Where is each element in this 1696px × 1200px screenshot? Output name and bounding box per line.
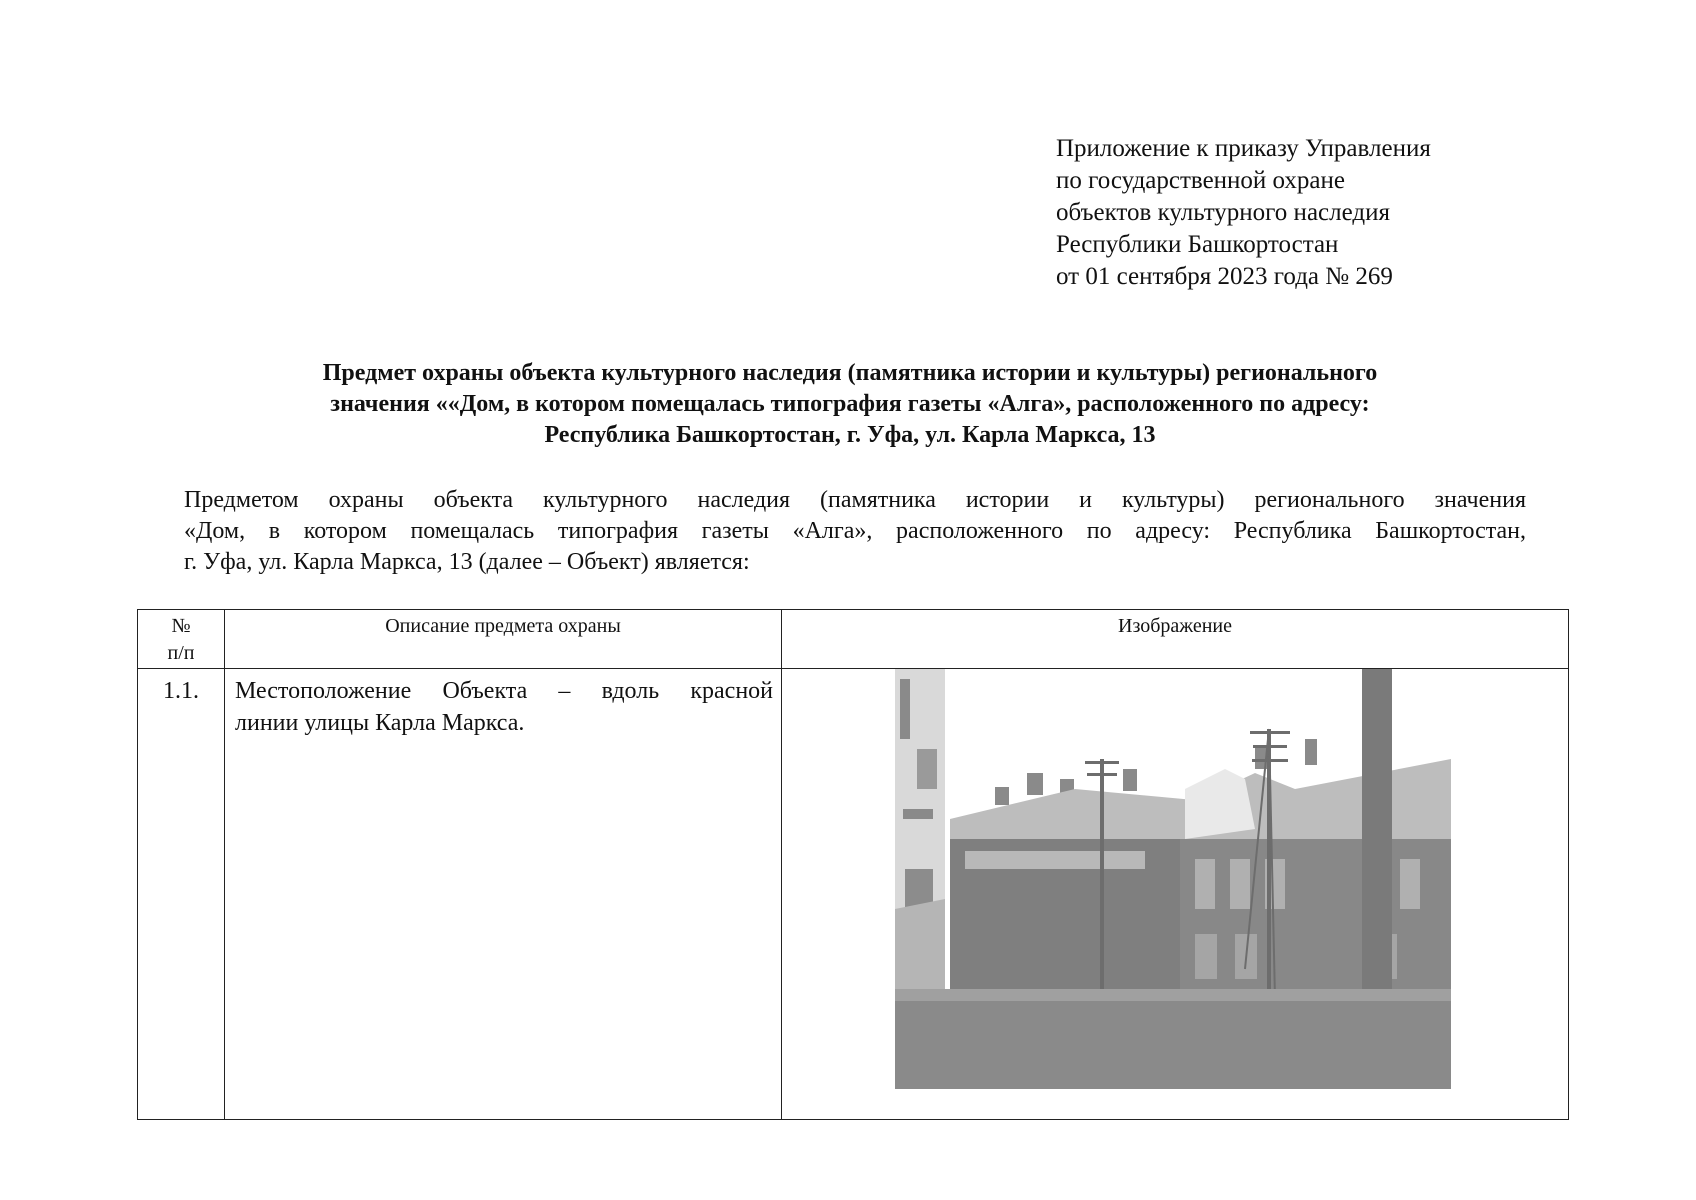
header-number-line2: п/п (167, 642, 195, 664)
historic-photo (895, 669, 1451, 1089)
intro-line: г. Уфа, ул. Карла Маркса, 13 (далее – Объект) является: (184, 549, 750, 575)
intro-paragraph (184, 485, 1526, 578)
header-image: Изображение (782, 610, 1569, 669)
description-line: линии улицы Карла Маркса. (235, 710, 525, 736)
protection-table (137, 609, 1569, 1120)
table-row (138, 669, 1569, 1120)
appendix-line: от 01 сентября 2023 года № 269 (1056, 263, 1393, 290)
row-image-cell (782, 669, 1569, 1120)
appendix-line: Республики Башкортостан (1056, 231, 1339, 258)
appendix-line: Приложение к приказу Управления (1056, 135, 1431, 162)
header-description: Описание предмета охраны (225, 610, 782, 669)
appendix-block (1056, 133, 1496, 293)
title-line: значения ««Дом, в котором помещалась типография газеты «Алга», расположенного по адресу: (330, 391, 1370, 417)
description-line: Местоположение Объекта – вдоль красной (235, 678, 773, 704)
intro-line: Предметом охраны объекта культурного наследия (памятника истории и культуры) регионального значения (184, 487, 1526, 513)
appendix-line: по государственной охране (1056, 167, 1346, 194)
appendix-line: объектов культурного наследия (1056, 199, 1390, 226)
row-number: 1.1. (138, 669, 225, 1120)
document-title (150, 358, 1550, 451)
title-line: Предмет охраны объекта культурного наследия (памятника истории и культуры) регионального (322, 360, 1378, 386)
row-description (225, 669, 782, 1120)
header-number (138, 610, 225, 669)
table-header-row (138, 610, 1569, 669)
intro-line: «Дом, в котором помещалась типография газеты «Алга», расположенного по адресу: Республика Башкортостан, (184, 518, 1526, 544)
title-line: Республика Башкортостан, г. Уфа, ул. Карла Маркса, 13 (544, 422, 1156, 448)
header-number-line1: № (171, 615, 191, 637)
